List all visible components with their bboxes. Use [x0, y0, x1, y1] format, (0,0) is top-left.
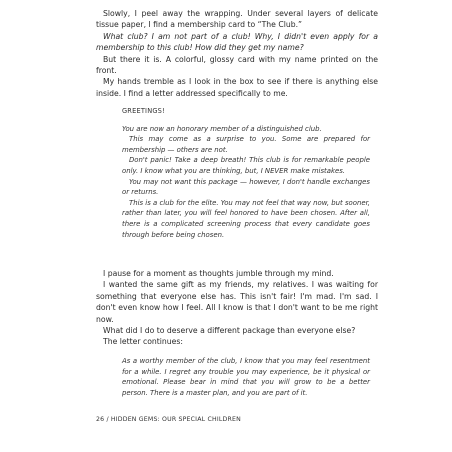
opening-text: [96, 8, 378, 99]
letter-continued: [122, 356, 370, 398]
paragraph-what-club: What club? I am not part of a club! Why, I didn't even apply for a membership to this club! How did they get my name?: [96, 31, 378, 53]
paragraph-same-gift: I wanted the same gift as my friends, my relatives. I was waiting for something that everyone else has. This isn't fair! I'm mad. I'm sad. I don't even know how I feel. All I know is that I don't want to be me right now.: [96, 280, 378, 324]
paragraph-hands-tremble: My hands tremble as I look in the box to see if there is anything else inside. I find a letter addressed specifically to me.: [96, 77, 378, 98]
paragraph-glossy-card: But there it is. A colorful, glossy card with my name printed on the front.: [96, 54, 378, 76]
paragraph-unwrapping: Slowly, I peel away the wrapping. Under several layers of delicate tissue paper, I find a membership card to “The Club.”: [96, 9, 378, 30]
letter-paragraph-1: You are now an honorary member of a distinguished club.: [122, 124, 322, 133]
letter-paragraph-2: This may come as a surprise to you. Some are prepared for membership — others are not.: [122, 135, 370, 154]
paragraph-pause: I pause for a moment as thoughts jumble through my mind.: [103, 269, 334, 278]
middle-text: [96, 268, 378, 348]
letter-paragraph-worthy-member: As a worthy member of the club, I know that you may feel resentment for a while. I regret any trouble you may experience, be it physical or emotional. Please bear in mind that you will grow to be a better person. There is a master plan, and you are part of it.: [122, 357, 370, 397]
paragraph-deserve: What did I do to deserve a different package than everyone else?: [103, 326, 356, 336]
letter-paragraph-4: You may not want this package — however, I don't handle exchanges or returns.: [122, 177, 370, 197]
letter-paragraph-3: Don't panic! Take a deep breath! This club is for remarkable people only. I know what you are thinking, but, I NEVER make mistakes.: [122, 156, 370, 175]
letter-paragraph-5: This is a club for the elite. You may not feel that way now, but sooner, rather than later, you will feel honored to have been chosen. After all, there is a complicated screening process that every candidate goes through before being chosen.: [122, 198, 370, 239]
letter-greetings: [122, 106, 370, 240]
paragraph-letter-continues: The letter continues:: [103, 337, 183, 347]
page-footer: 26 / HIDDEN GEMS: OUR SPECIAL CHILDREN: [96, 416, 241, 423]
letter-greeting: GREETINGS!: [122, 107, 165, 115]
